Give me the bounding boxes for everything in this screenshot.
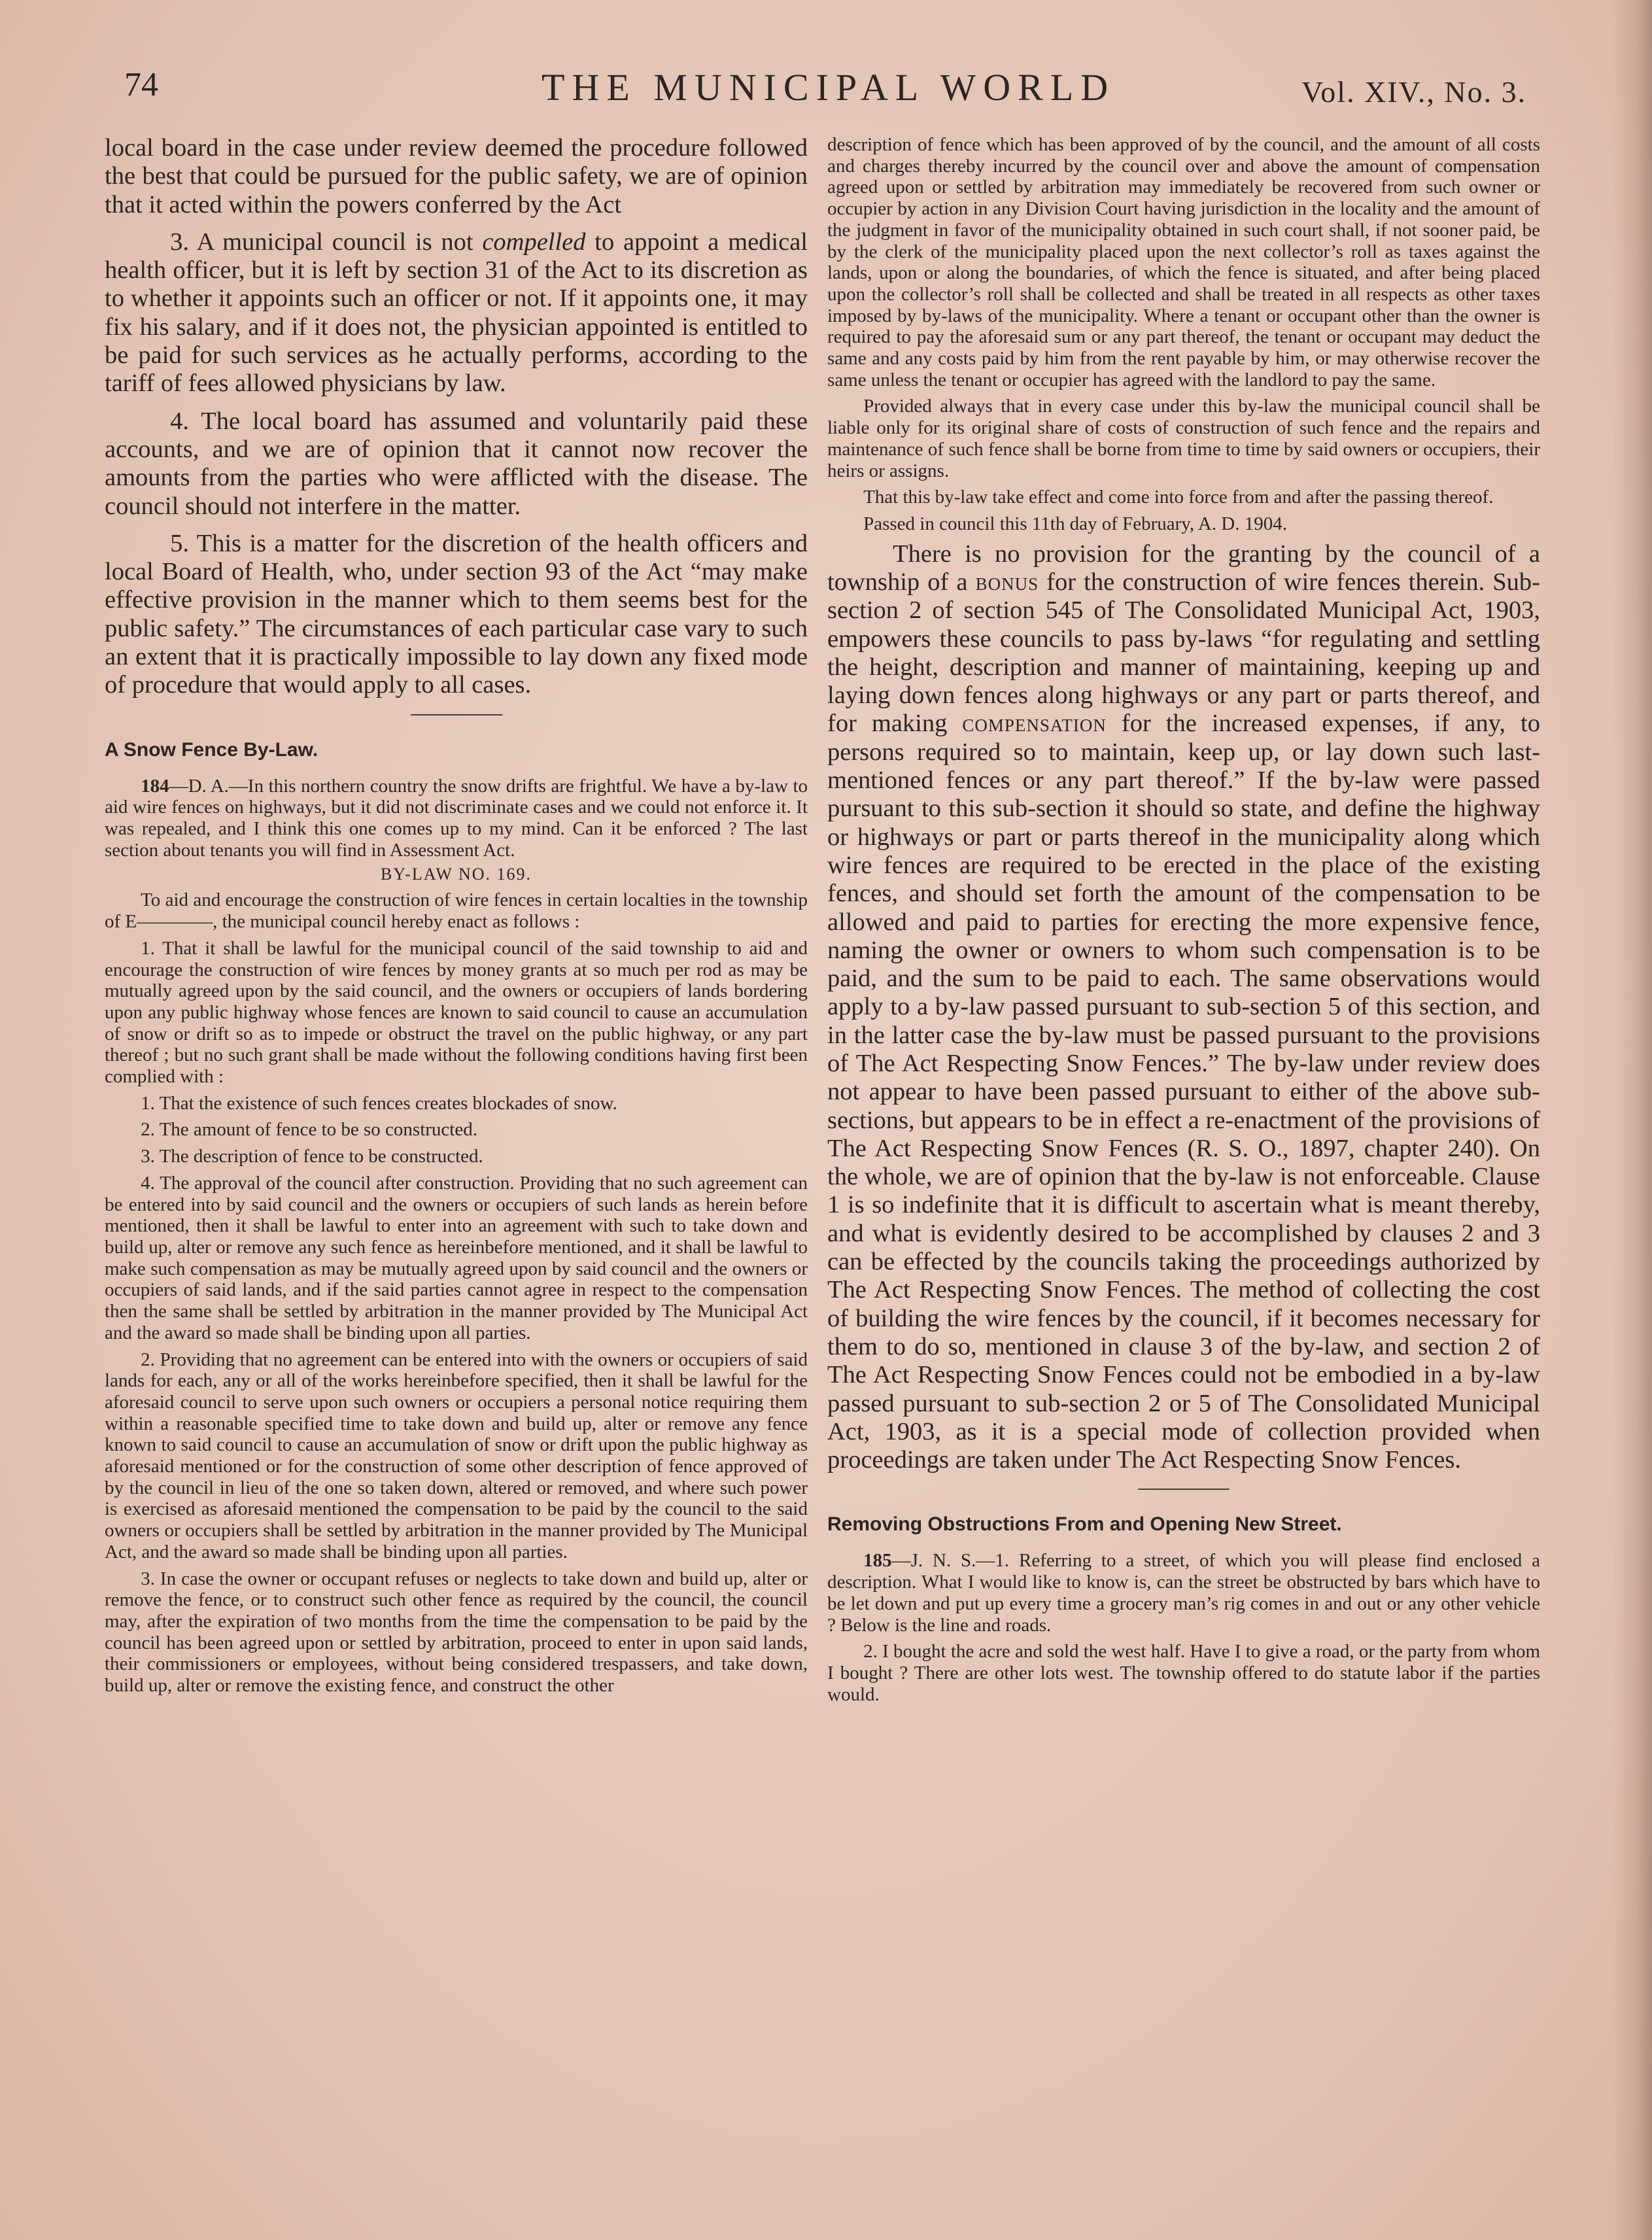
question-184: 184—D. A.—In this northern country the snow drifts are frightful. We have a by-law to aid wire fences on highways, but it did not discriminate cases and we could not enforce it. It was repealed, and I think this one comes up to my mind. Can it be enforced ? The last section about tenants you will find in Assessment Act. xyxy=(105,775,808,861)
page-edge-shadow xyxy=(1613,0,1652,2240)
section-divider xyxy=(1138,1489,1230,1490)
bylaw-passed: Passed in council this 11th day of February, A. D. 1904. xyxy=(863,513,1287,534)
bylaw-section-1: 1. That it shall be lawful for the municipal council of the said township to aid and encourage the construction of wire fences by money grants at so much per rod as may be mutually agreed upon by the said council, and the owners or occupiers of lands bordering upon any public highway whose fences are known to said council to cause an accumulation of snow or drift so as to impede or obstruct the travel on the public highway, or any part thereof ; but no such grant shall be made without the following conditions having first been complied with : xyxy=(105,937,808,1088)
paragraph-intro: local board in the case under review deemed the procedure followed the best that could be pursued for the public safety, we are of opinion that it acted within the powers conferred by the Act xyxy=(105,134,808,218)
page-number: 74 xyxy=(124,66,158,103)
bylaw-number: BY-LAW NO. 169. xyxy=(380,865,532,884)
section-heading-snow-fence: A Snow Fence By-Law. xyxy=(105,738,318,761)
bylaw-section-3-continued: description of fence which has been approved of by the council, and the amount of all costs and charges thereby incurred by the council over and above the amount of compensation agreed upon or settled by arbitration may immediately be recovered from such owner or occupier by action in any Division Court having jurisdiction in the locality and the amount of the judgment in favor of the municipality obtained in such court shall, if not sooner paid, be by the clerk of the municipality placed upon the next collector’s roll as taxes against the lands, upon or along the boundaries, of which the fence is situated, and after being placed upon the collector’s roll shall be collected and shall be treated in all respects as other taxes imposed by by-laws of the municipality. Where a tenant or occupant other than the owner is required to pay the aforesaid sum or any part thereof, the tenant or occupant may deduct the same and any costs paid by him from the rent payable by him, or may otherwise recover the same unless the tenant or occupier has agreed with the landlord to pay the same. xyxy=(827,134,1540,390)
running-header xyxy=(0,65,1652,124)
volume-number: Vol. XIV., No. 3. xyxy=(1301,75,1527,109)
paragraph-4: 4. The local board has assumed and voluntarily paid these accounts, and we are of opinion that it cannot now recover the amounts from the parties who were afflicted with the disease. The council should not interfere in the matter. xyxy=(105,407,808,520)
journal-title: THE MUNICIPAL WORLD xyxy=(542,66,1116,109)
bylaw-preamble: To aid and encourage the construction of wire fences in certain localties in the township of E————, the municipal council hereby enact as follows : xyxy=(105,889,808,933)
question-185-part-2: 2. I bought the acre and sold the west half. Have I to give a road, or the party from whom I bought ? There are other lots west. The township offered to do statute labor if the parties would. xyxy=(827,1641,1540,1705)
paragraph-3: 3. A municipal council is not compelled to appoint a medical health officer, but it is left by section 31 of the Act to its discretion as to whether it appoints such an officer or not. If it appoints one, it may fix his salary, and if it does not, the physician appointed is entitled to be paid for such services as he actually performs, according to the tariff of fees allowed physicians by law. xyxy=(105,228,808,398)
condition-1: 1. That the existence of such fences creates blockades of snow. xyxy=(141,1092,617,1114)
bylaw-effect: That this by-law take effect and come into force from and after the passing thereof. xyxy=(863,487,1494,508)
answer-184: There is no provision for the granting by the council of a township of a bonus for the construction of wire fences therein. Sub-section 2 of section 545 of The Consolidated Municipal Act, 1903, empowers these councils to pass by-laws “for regulating and settling the height, description and manner of maintaining, keeping up and laying down fences along highways or any part or parts thereof, and for making compensation for the increased expenses, if any, to persons required so to maintain, keep up, or lay down such last-mentioned fences or any part thereof.” If the by-law were passed pursuant to this sub-section it should so state, and define the highway or highways or part or parts thereof in the municipality along which wire fences are required to be erected in the place of the existing fences, and should set forth the amount of the compensation to be allowed and paid to parties for erecting the more expensive fence, naming the owner or owners to whom such compensation is to be paid, and the sum to be paid to each. The same observations would apply to a by-law passed pursuant to sub-section 5 of this section, and in the latter case the by-law must be passed pursuant to the provisions of The Act Respecting Snow Fences.” The by-law under review does not appear to have been passed pursuant to either of the above sub-sections, but appears to be in effect a re-enactment of the provisions of The Act Respecting Snow Fences (R. S. O., 1897, chapter 240). On the whole, we are of opinion that the by-law is not enforceable. Clause 1 is so indefinite that it is difficult to ascertain what is meant thereby, and what is evidently desired to be accomplished by clauses 2 and 3 can be effected by the councils taking the proceedings authorized by The Act Respecting Snow Fences. The method of collecting the cost of building the wire fences by the council, if it becomes necessary for them to do so, mentioned in clause 3 of the by-law, and section 2 of The Act Respecting Snow Fences could not be embodied in a by-law passed pursuant to sub-section 2 or 5 of The Consolidated Municipal Act, 1903, as it is a special mode of collection provided when proceedings are taken under The Act Respecting Snow Fences. xyxy=(827,540,1541,1474)
condition-2: 2. The amount of fence to be so constructed. xyxy=(141,1119,477,1141)
condition-4: 4. The approval of the council after construction. Providing that no such agreement can be entered into by said council and the owners or occupiers of such lands as herein before mentioned, then it shall be lawful to enter into an agreement with such to take down and build up, alter or remove any such fence as hereinbefore mentioned, and it shall be lawful to make such compensation as may be mutually agreed upon by said council and the owners or occupiers of said lands, and if the said parties cannot agree in respect to the compensation then the same shall be settled by arbitration in the manner provided by The Municipal Act and the award so made shall be binding upon all parties. xyxy=(105,1172,808,1343)
question-185: 185—J. N. S.—1. Referring to a street, of which you will please find enclosed a description. What I would like to know is, can the street be obstructed by bars which have to be let down and put up every time a grocery man’s rig comes in and out or any other vehicle ? Below is the line and roads. xyxy=(827,1550,1540,1636)
section-divider xyxy=(411,714,502,715)
paragraph-5: 5. This is a matter for the discretion of the health officers and local Board of Health, who, under section 93 of the Act “may make effective provision in the manner which to them seems best for the public safety.” The circumstances of each particular case vary to such an extent that it is practically impossible to lay down any fixed mode of procedure that would apply to all cases. xyxy=(105,529,808,699)
bylaw-proviso: Provided always that in every case under this by-law the municipal council shall be liable only for its original share of costs of construction of such fence and the repairs and maintenance of such fence shall be borne from time to time by said owners or occupiers, their heirs or assigns. xyxy=(827,396,1540,481)
bylaw-section-3: 3. In case the owner or occupant refuses or neglects to take down and build up, alter or remove the fence, or to construct such other fence as required by the council, the council may, after the expiration of two months from the time the compensation to be paid by the council has been agreed upon or settled by arbitration, proceed to enter in upon said lands, their commissioners or employees, without being considered trespassers, and take down, build up, alter or remove the existing fence, and construct the other xyxy=(105,1568,808,1697)
right-column xyxy=(827,134,1540,1705)
left-column xyxy=(105,134,808,1697)
section-heading-obstructions: Removing Obstructions From and Opening New Street. xyxy=(827,1513,1342,1536)
bylaw-section-2: 2. Providing that no agreement can be entered into with the owners or occupiers of said lands for each, any or all of the works hereinbefore specified, then it shall be lawful for the aforesaid council to serve upon such owners or occupiers a personal notice requiring them within a reasonable specified time to take down and build up, alter or remove any fence known to said council to cause an accumulation of snow or drift upon the public highway as aforesaid mentioned or for the construction of some other description of fence approved of by the council in lieu of the one so taken down, altered or removed, and where such power is exercised as aforesaid mentioned the compensation to be paid by the council to the said owners or occupiers shall be settled by arbitration in the manner provided by The Municipal Act, and the award so made shall be binding upon all parties. xyxy=(105,1349,808,1562)
condition-3: 3. The description of fence to be constructed. xyxy=(141,1146,483,1167)
